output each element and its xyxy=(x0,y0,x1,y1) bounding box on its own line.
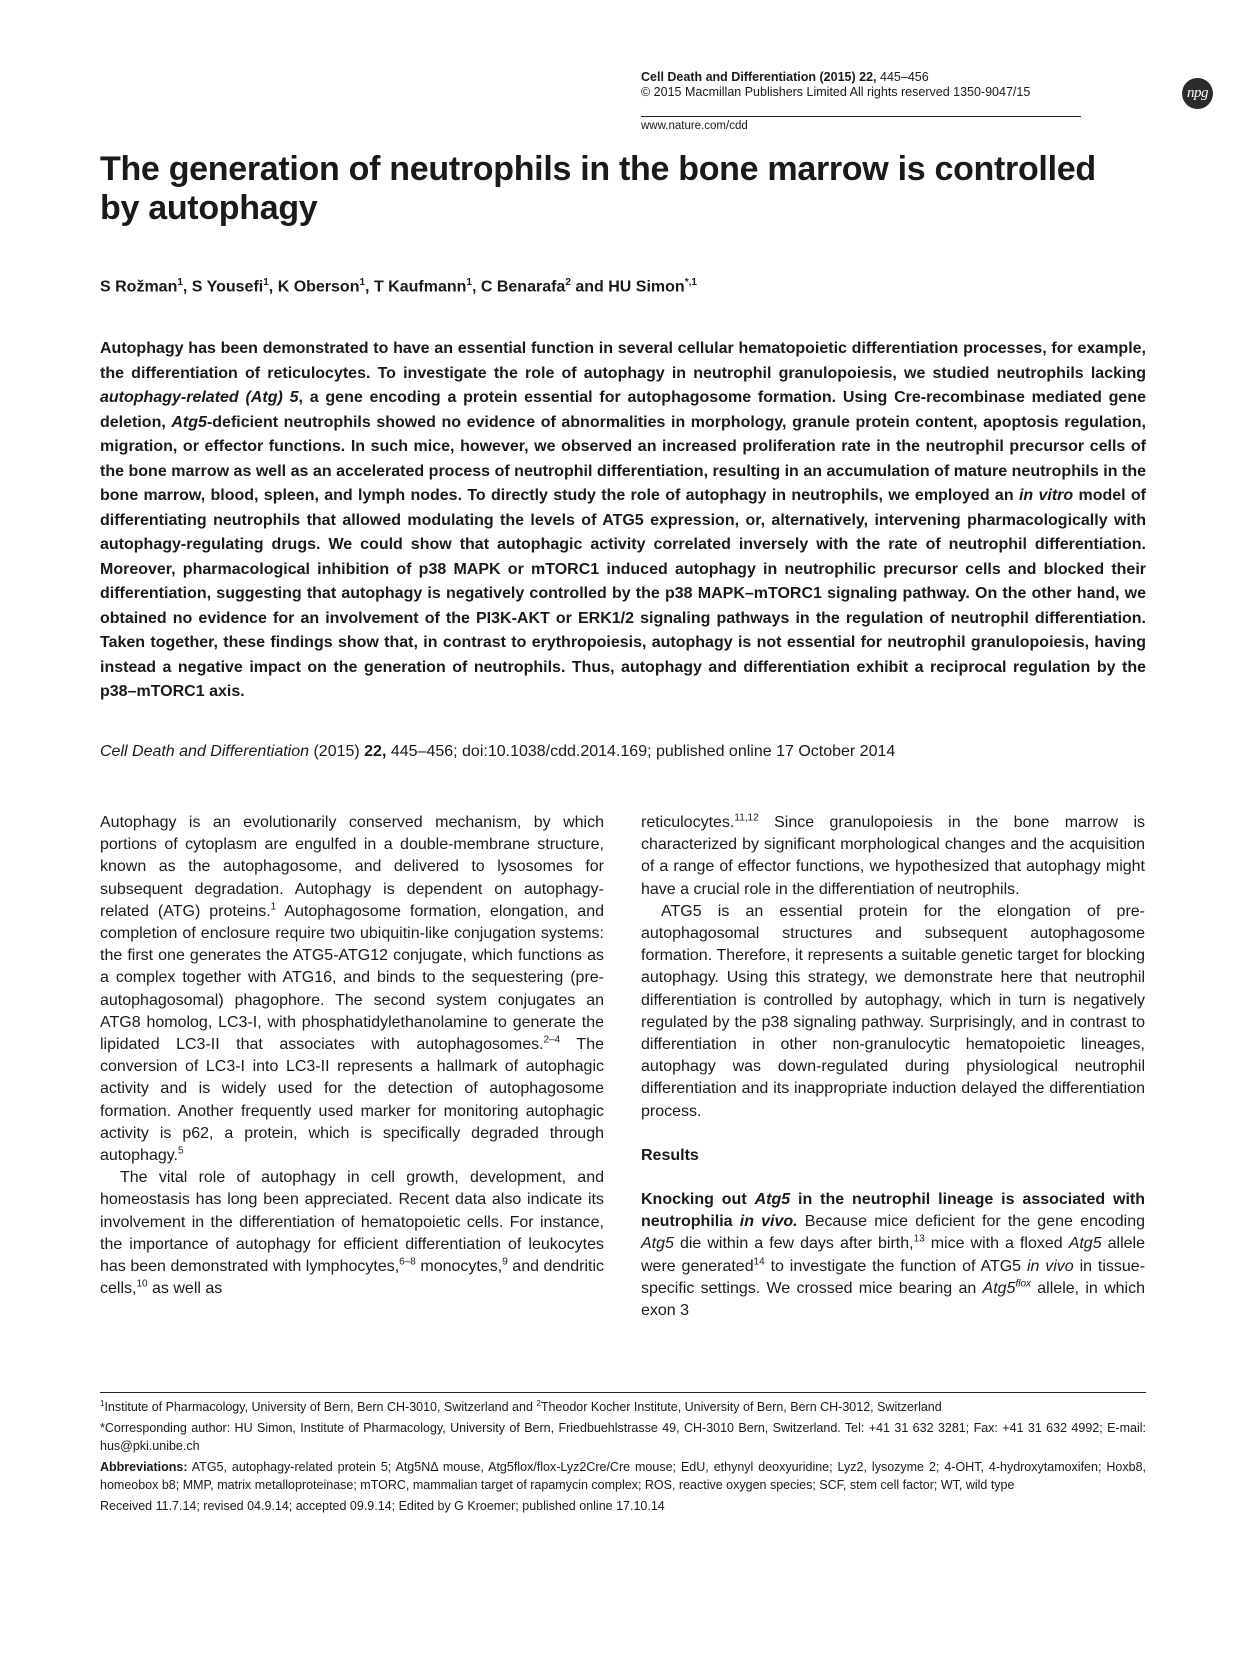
author-affiliation-mark: 1 xyxy=(177,277,183,288)
journal-line xyxy=(641,70,1161,85)
paragraph xyxy=(100,812,604,1167)
citation-details: 445–456; doi:10.1038/cdd.2014.169; published online 17 October 2014 xyxy=(386,743,896,760)
header-divider xyxy=(641,116,1081,117)
abstract-gene-term: autophagy-related (Atg) 5 xyxy=(100,389,299,406)
gene-term: Atg5 xyxy=(641,1235,674,1253)
affiliation: Theodor Kocher Institute, University of Bern, Bern CH-3012, Switzerland xyxy=(540,1400,942,1414)
author: C Benarafa xyxy=(480,278,566,296)
body-column-left xyxy=(100,812,604,1300)
allele-mark: flox xyxy=(1015,1278,1032,1290)
citation-line xyxy=(100,741,1146,763)
affiliations xyxy=(100,1398,1146,1416)
paragraph xyxy=(641,1189,1145,1322)
subheading-gene: Atg5 xyxy=(754,1191,791,1209)
text-segment: to investigate the function of ATG5 xyxy=(764,1257,1027,1275)
text-segment: allele were generated xyxy=(641,1235,1145,1275)
abstract-segment: , a gene encoding a protein essential for autophagosome formation. Using Cre-recombinase mediated gene deletion, xyxy=(100,389,1146,431)
author-affiliation-mark: 1 xyxy=(466,277,472,288)
text-segment: monocytes, xyxy=(415,1258,503,1276)
paragraph xyxy=(641,812,1145,901)
text-segment: Since granulopoiesis in the bone marrow is characterized by significant morphological changes and the acquisition of a range of effector functions, we hypothesized that autophagy might have a crucial role in the differentiation of neutrophils. xyxy=(641,814,1145,898)
abstract xyxy=(100,337,1146,705)
reference-mark[interactable]: 2–4 xyxy=(543,1034,561,1046)
abbreviations xyxy=(100,1458,1146,1494)
copyright-line: © 2015 Macmillan Publishers Limited All rights reserved 1350-9047/15 xyxy=(641,85,1031,99)
received-dates: Received 11.7.14; revised 04.9.14; accepted 09.9.14; Edited by G Kroemer; published online 17.10.14 xyxy=(100,1499,665,1513)
abstract-text xyxy=(100,337,1146,705)
subheading-segment: Knocking out xyxy=(641,1191,755,1209)
abstract-segment: Autophagy has been demonstrated to have an essential function in several cellular hematopoietic differentiation processes, for example, the differentiation of reticulocytes. To investigate the role of autophagy in neutrophil granulopoiesis, we studied neutrophils lacking xyxy=(100,340,1146,382)
citation-journal: Cell Death and Differentiation xyxy=(100,743,310,760)
section-heading-results: Results xyxy=(641,1146,699,1164)
text-segment: Autophagy is an evolutionarily conserved mechanism, by which portions of cytoplasm are engulfed in a double-membrane structure, known as the autophagosome, and delivered to lysosomes for subsequent degradation. Autophagy is dependent on autophagy-related (ATG) proteins. xyxy=(100,814,604,920)
affiliation-mark: 1 xyxy=(100,1398,105,1408)
reference-mark[interactable]: 5 xyxy=(178,1145,184,1157)
term: in vivo xyxy=(1026,1257,1074,1275)
abstract-segment: -deficient neutrophils showed no evidence of abnormalities in morphology, granule protein content, apoptosis regulation, migration, or effector functions. In such mice, however, we observed an increased proliferation rate in the neutrophil precursor cells of the bone marrow as well as an accelerated process of neutrophil differentiation, resulting in an accumulation of mature neutrophils in the bone marrow, blood, spleen, and lymph nodes. To directly study the role of autophagy in neutrophils, we employed an xyxy=(100,413,1146,504)
author: S Yousefi xyxy=(191,278,264,296)
author: T Kaufmann xyxy=(373,278,467,296)
footnotes xyxy=(100,1398,1146,1518)
author-affiliation-mark: *,1 xyxy=(684,277,697,288)
footnote-divider xyxy=(100,1392,1146,1393)
reference-mark[interactable]: 14 xyxy=(753,1256,765,1268)
reference-mark[interactable]: 6–8 xyxy=(399,1256,416,1268)
journal-header xyxy=(641,70,1161,100)
author-affiliation-mark: 1 xyxy=(359,277,366,288)
author-affiliation-mark: 2 xyxy=(565,277,571,288)
author: S Rožman xyxy=(100,278,178,296)
gene-term: Atg5 xyxy=(1068,1235,1102,1253)
subheading-segment: in the neutrophil lineage is associated with neutrophilia xyxy=(641,1191,1145,1231)
abstract-segment: model of differentiating neutrophils that allowed modulating the levels of ATG5 expression, or, alternatively, intervening pharmacologically with autophagy-regulating drugs. We could show that autophagic activity correlated inversely with the rate of neutrophil differentiation. Moreover, pharmacological inhibition of p38 MAPK or mTORC1 induced autophagy in neutrophilic precursor cells and blocked their differentiation, suggesting that autophagy is negatively controlled by the p38 MAPK–mTORC1 signaling pathway. On the other hand, we obtained no evidence for an involvement of the PI3K-AKT or ERK1/2 signaling pathways in the regulation of neutrophil differentiation. Taken together, these findings show that, in contrast to erythropoiesis, autophagy is not essential for neutrophil granulopoiesis, having instead a negative impact on the generation of neutrophils. Thus, autophagy and differentiation exhibit a reciprocal regulation by the p38–mTORC1 axis. xyxy=(100,487,1147,700)
abstract-gene-term: Atg5 xyxy=(171,413,207,431)
journal-volume: 22, xyxy=(859,70,877,84)
affiliation: Institute of Pharmacology, University of Bern, Bern CH-3010, Switzerland and xyxy=(104,1400,537,1414)
citation-volume: 22, xyxy=(364,743,387,760)
paragraph xyxy=(100,1167,604,1300)
citation-year: (2015) xyxy=(309,743,365,760)
text-segment: as well as xyxy=(147,1280,223,1298)
npg-logo: npg xyxy=(1182,78,1213,109)
text-segment: The vital role of autophagy in cell growth, development, and homeostasis has long been appreciated. Recent data also indicate its involvement in the differentiation of hematopoietic cells. For instance, the importance of autophagy for efficient differentiation of leukocytes has been demonstrated with lymphocytes, xyxy=(100,1169,604,1276)
reference-mark[interactable]: 13 xyxy=(913,1234,925,1246)
reference-mark[interactable]: 11,12 xyxy=(734,812,759,824)
journal-year: (2015) xyxy=(819,70,856,84)
journal-url[interactable]: www.nature.com/cdd xyxy=(641,120,748,132)
author-affiliation-mark: 1 xyxy=(263,277,269,288)
affiliation-mark: 2 xyxy=(536,1398,541,1408)
reference-mark[interactable]: 9 xyxy=(502,1256,508,1268)
journal-name: Cell Death and Differentiation xyxy=(641,70,817,84)
author-list: S Rožman$^1$, S Yousefi$^1$, K Oberson$^1$, T Kaufmann$^1$, C Benarafa$^2$ and HU Simon$^{*,1}$ xyxy=(100,277,697,296)
body-column-right xyxy=(641,812,1145,1322)
reference-mark[interactable]: 10 xyxy=(136,1278,148,1290)
text-segment: in tissue-specific settings. We crossed mice bearing an xyxy=(641,1257,1146,1297)
text-segment: allele, in which exon 3 xyxy=(641,1279,1145,1320)
gene-term: Atg5 xyxy=(982,1279,1016,1297)
text-segment: Autophagosome formation, elongation, and completion of enclosure require two ubiquitin-like conjugation systems: the first one generates the ATG5-ATG12 conjugate, which functions as a complex together with ATG16, and binds to the sequestering (pre-autophagosomal) phagophore. The second system conjugates an ATG8 homolog, LC3-I, with phosphatidylethanolamine to generate the lipidated LC3-II that associates with autophagosomes. xyxy=(100,902,604,1054)
paragraph: ATG5 is an essential protein for the elongation of pre-autophagosomal structures and subsequent autophagosome formation. Therefore, it represents a suitable genetic target for blocking autophagy. Using this strategy, we demonstrate here that neutrophil differentiation is controlled by autophagy, which in turn is negatively regulated by the p38 signaling pathway. Surprisingly, and in contrast to differentiation in other non-granulocytic hematopoietic lineages, autophagy was down-regulated during physiological neutrophil differentiation and its inappropriate induction delayed the differentiation process. xyxy=(641,902,1145,1120)
text-segment: and dendritic cells, xyxy=(100,1258,604,1298)
text-segment: Because mice deficient for the gene encoding xyxy=(797,1213,1146,1231)
text-segment: mice with a floxed xyxy=(924,1235,1069,1253)
corresponding-author: *Corresponding author: HU Simon, Institute of Pharmacology, University of Bern, Friedbuehlstrasse 49, CH-3010 Bern, Switzerland. Tel: +41 31 632 3281; Fax: +41 31 632 4992; E-mail: hus@pki.unibe.ch xyxy=(100,1421,1146,1453)
abbreviations-list: ATG5, autophagy-related protein 5; Atg5NΔ mouse, Atg5flox/flox-Lyz2Cre/Cre mouse; EdU, ethynyl deoxyuridine; Lyz2, lysozyme 2; 4-OHT, 4-hydroxytamoxifen; Hoxb8, homeobox b8; MMP, matrix metalloproteinase; mTORC, mammalian target of rapamycin complex; ROS, reactive oxygen species; SCF, stem cell factor; WT, wild type xyxy=(100,1460,1146,1492)
author: K Oberson xyxy=(277,278,360,296)
author: and HU Simon xyxy=(575,278,685,296)
abstract-term: in vitro xyxy=(1018,487,1074,504)
reference-mark[interactable]: 1 xyxy=(270,901,277,913)
journal-pages: 445–456 xyxy=(880,70,929,84)
subheading-term: in vivo. xyxy=(739,1213,798,1231)
text-segment: die within a few days after birth, xyxy=(673,1235,914,1253)
article-title: The generation of neutrophils in the bone marrow is controlled by autophagy xyxy=(100,150,1096,227)
text-segment: The conversion of LC3-I into LC3-II represents a hallmark of autophagic activity and is widely used for the detection of autophagosome formation. Another frequently used marker for monitoring autophagic activity is p62, a protein, which is specifically degraded through autophagy. xyxy=(100,1036,604,1165)
text-segment: reticulocytes. xyxy=(641,814,735,831)
abbreviations-label: Abbreviations: xyxy=(100,1460,188,1474)
